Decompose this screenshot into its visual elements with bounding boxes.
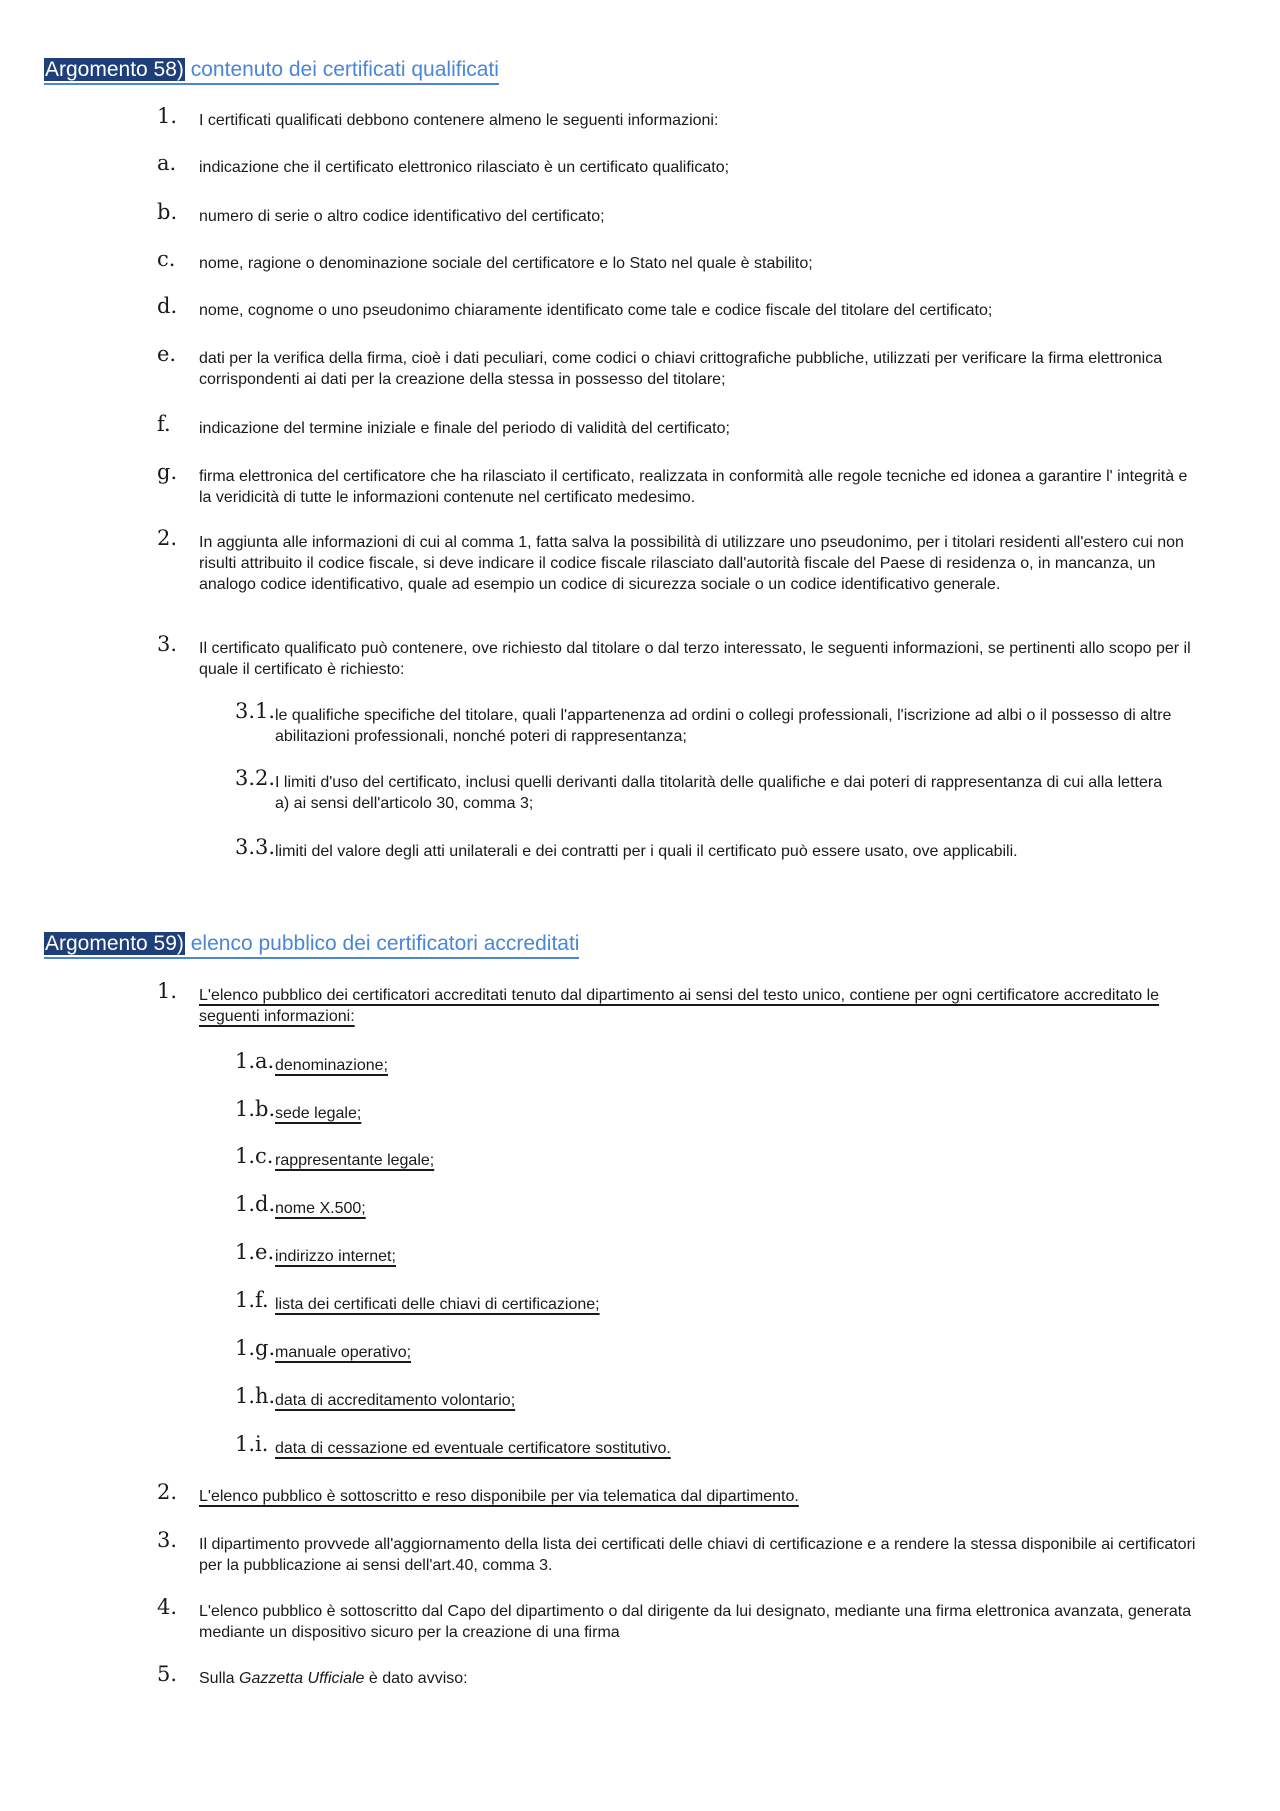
sub-item-text: lista dei certificati delle chiavi di certificazione; [275,1296,600,1313]
sub-item-number: 1.b. [235,1097,276,1121]
item-text: In aggiunta alle informazioni di cui al comma 1, fatta salva la possibilità di utilizzare uno pseudonimo, per i titolari residenti all'estero cui non risulti attribuito il codice fiscale, si deve indicare il codice fiscale rilasciato dall'autorità fiscale del Paese di residenza o, in mancanza, un analogo codice identificativo, quale ad esempio un codice di sicurezza sociale o un codice identificativo generale. [199,534,1184,593]
sub-item-text: limiti del valore degli atti unilaterali e dei contratti per i quali il certificato può essere usato, ove applicabili. [275,843,1018,860]
item-text: L'elenco pubblico è sottoscritto e reso disponibile per via telematica dal dipartimento. [199,1488,799,1505]
sub-item-number: 1.d. [235,1192,276,1216]
item-text-pre: Sulla [199,1670,240,1687]
item-text-emphasis: Gazzetta Ufficiale [239,1670,365,1687]
sub-item-text: sede legale; [275,1105,362,1122]
item-number: 1. [157,104,178,128]
section-58-heading [44,58,499,82]
sub-item-number: 3.2. [235,766,276,790]
section-58-underline [44,83,499,85]
item-text: dati per la verifica della firma, cioè i dati peculiari, come codici o chiavi crittografiche pubbliche, utilizzati per verificare la firma elettronica corrispondenti ai dati per la creazione della stessa in possesso del titolare; [199,350,1163,388]
item-text: nome, cognome o uno pseudonimo chiaramente identificato come tale e codice fiscale del titolare del certificato; [199,302,993,319]
sub-item-number: 1.f. [235,1288,269,1312]
sub-item-number: 1.h. [235,1384,276,1408]
sub-item-number: 1.i. [235,1432,269,1456]
sub-item-text: rappresentante legale; [275,1152,435,1169]
item-number: 3. [157,632,178,656]
sub-item-text: nome X.500; [275,1200,366,1217]
sub-item-text: data di cessazione ed eventuale certificatore sostitutivo. [275,1440,671,1457]
section-59-heading [44,932,579,956]
sub-item-text: denominazione; [275,1057,388,1074]
item-text-post: è dato avviso: [364,1670,468,1687]
item-text: firma elettronica del certificatore che ha rilasciato il certificato, realizzata in conformità alle regole tecniche ed idonea a garantire l' integrità e la veridicità di tutte le informazioni contenute nel certificato medesimo. [199,468,1188,506]
sub-item-number: 1.e. [235,1240,275,1264]
item-text: nome, ragione o denominazione sociale del certificatore e lo Stato nel quale è stabilito; [199,255,813,272]
sub-item-text: I limiti d'uso del certificato, inclusi quelli derivanti dalla titolarità delle qualifiche e dai poteri di rappresentanza di cui alla lettera a) ai sensi dell'articolo 30, comma 3; [275,774,1163,812]
item-number: 2. [157,1480,178,1504]
section-59-title: elenco pubblico dei certificatori accreditati [184,932,580,955]
sub-item-number: 1.g. [235,1336,276,1360]
item-number: b. [157,200,178,224]
item-number: a. [157,151,177,175]
item-text: Il dipartimento provvede all'aggiornamento della lista dei certificati delle chiavi di certificazione e a rendere la stessa disponibile ai certificatori per la pubblicazione ai sensi dell'art.40, comma 3. [199,1536,1196,1574]
item-text: indicazione del termine iniziale e finale del periodo di validità del certificato; [199,420,730,437]
sub-item-number: 3.3. [235,835,276,859]
section-59-underline [44,957,579,959]
section-58-title: contenuto dei certificati qualificati [184,58,499,81]
sub-item-text: indirizzo internet; [275,1248,396,1265]
item-number: c. [157,247,176,271]
item-number: 1. [157,979,178,1003]
item-number: 3. [157,1528,178,1552]
item-text: Il certificato qualificato può contenere, ove richiesto dal titolare o dal terzo interessato, le seguenti informazioni, se pertinenti allo scopo per il quale il certificato è richiesto: [199,640,1191,678]
item-number: d. [157,294,178,318]
item-number: 4. [157,1595,178,1619]
item-text [199,1668,1199,1689]
item-number: f. [157,412,171,436]
item-number: g. [157,460,178,484]
section-58-tag: Argomento 58) [45,58,184,81]
item-number: e. [157,342,177,366]
sub-item-text: data di accreditamento volontario; [275,1392,516,1409]
item-text: indicazione che il certificato elettronico rilasciato è un certificato qualificato; [199,159,730,176]
item-text: L'elenco pubblico dei certificatori accreditati tenuto dal dipartimento ai sensi del testo unico, contiene per ogni certificatore accreditato le seguenti informazioni: [199,987,1160,1025]
sub-item-text: le qualifiche specifiche del titolare, quali l'appartenenza ad ordini o collegi professionali, l'iscrizione ad albi o il possesso di altre abilitazioni professionali, nonché poteri di rappresentanza; [275,707,1172,745]
item-text: L'elenco pubblico è sottoscritto dal Capo del dipartimento o dal dirigente da lui designato, mediante una firma elettronica avanzata, generata mediante un dispositivo sicuro per la creazione di una firma [199,1603,1192,1641]
item-text: numero di serie o altro codice identificativo del certificato; [199,208,605,225]
sub-item-number: 1.c. [235,1144,274,1168]
item-number: 5. [157,1662,178,1686]
sub-item-text: manuale operativo; [275,1344,412,1361]
item-text: I certificati qualificati debbono contenere almeno le seguenti informazioni: [199,112,719,129]
sub-item-number: 3.1. [235,699,276,723]
sub-item-number: 1.a. [235,1049,275,1073]
section-59-tag: Argomento 59) [45,932,184,955]
item-number: 2. [157,526,178,550]
